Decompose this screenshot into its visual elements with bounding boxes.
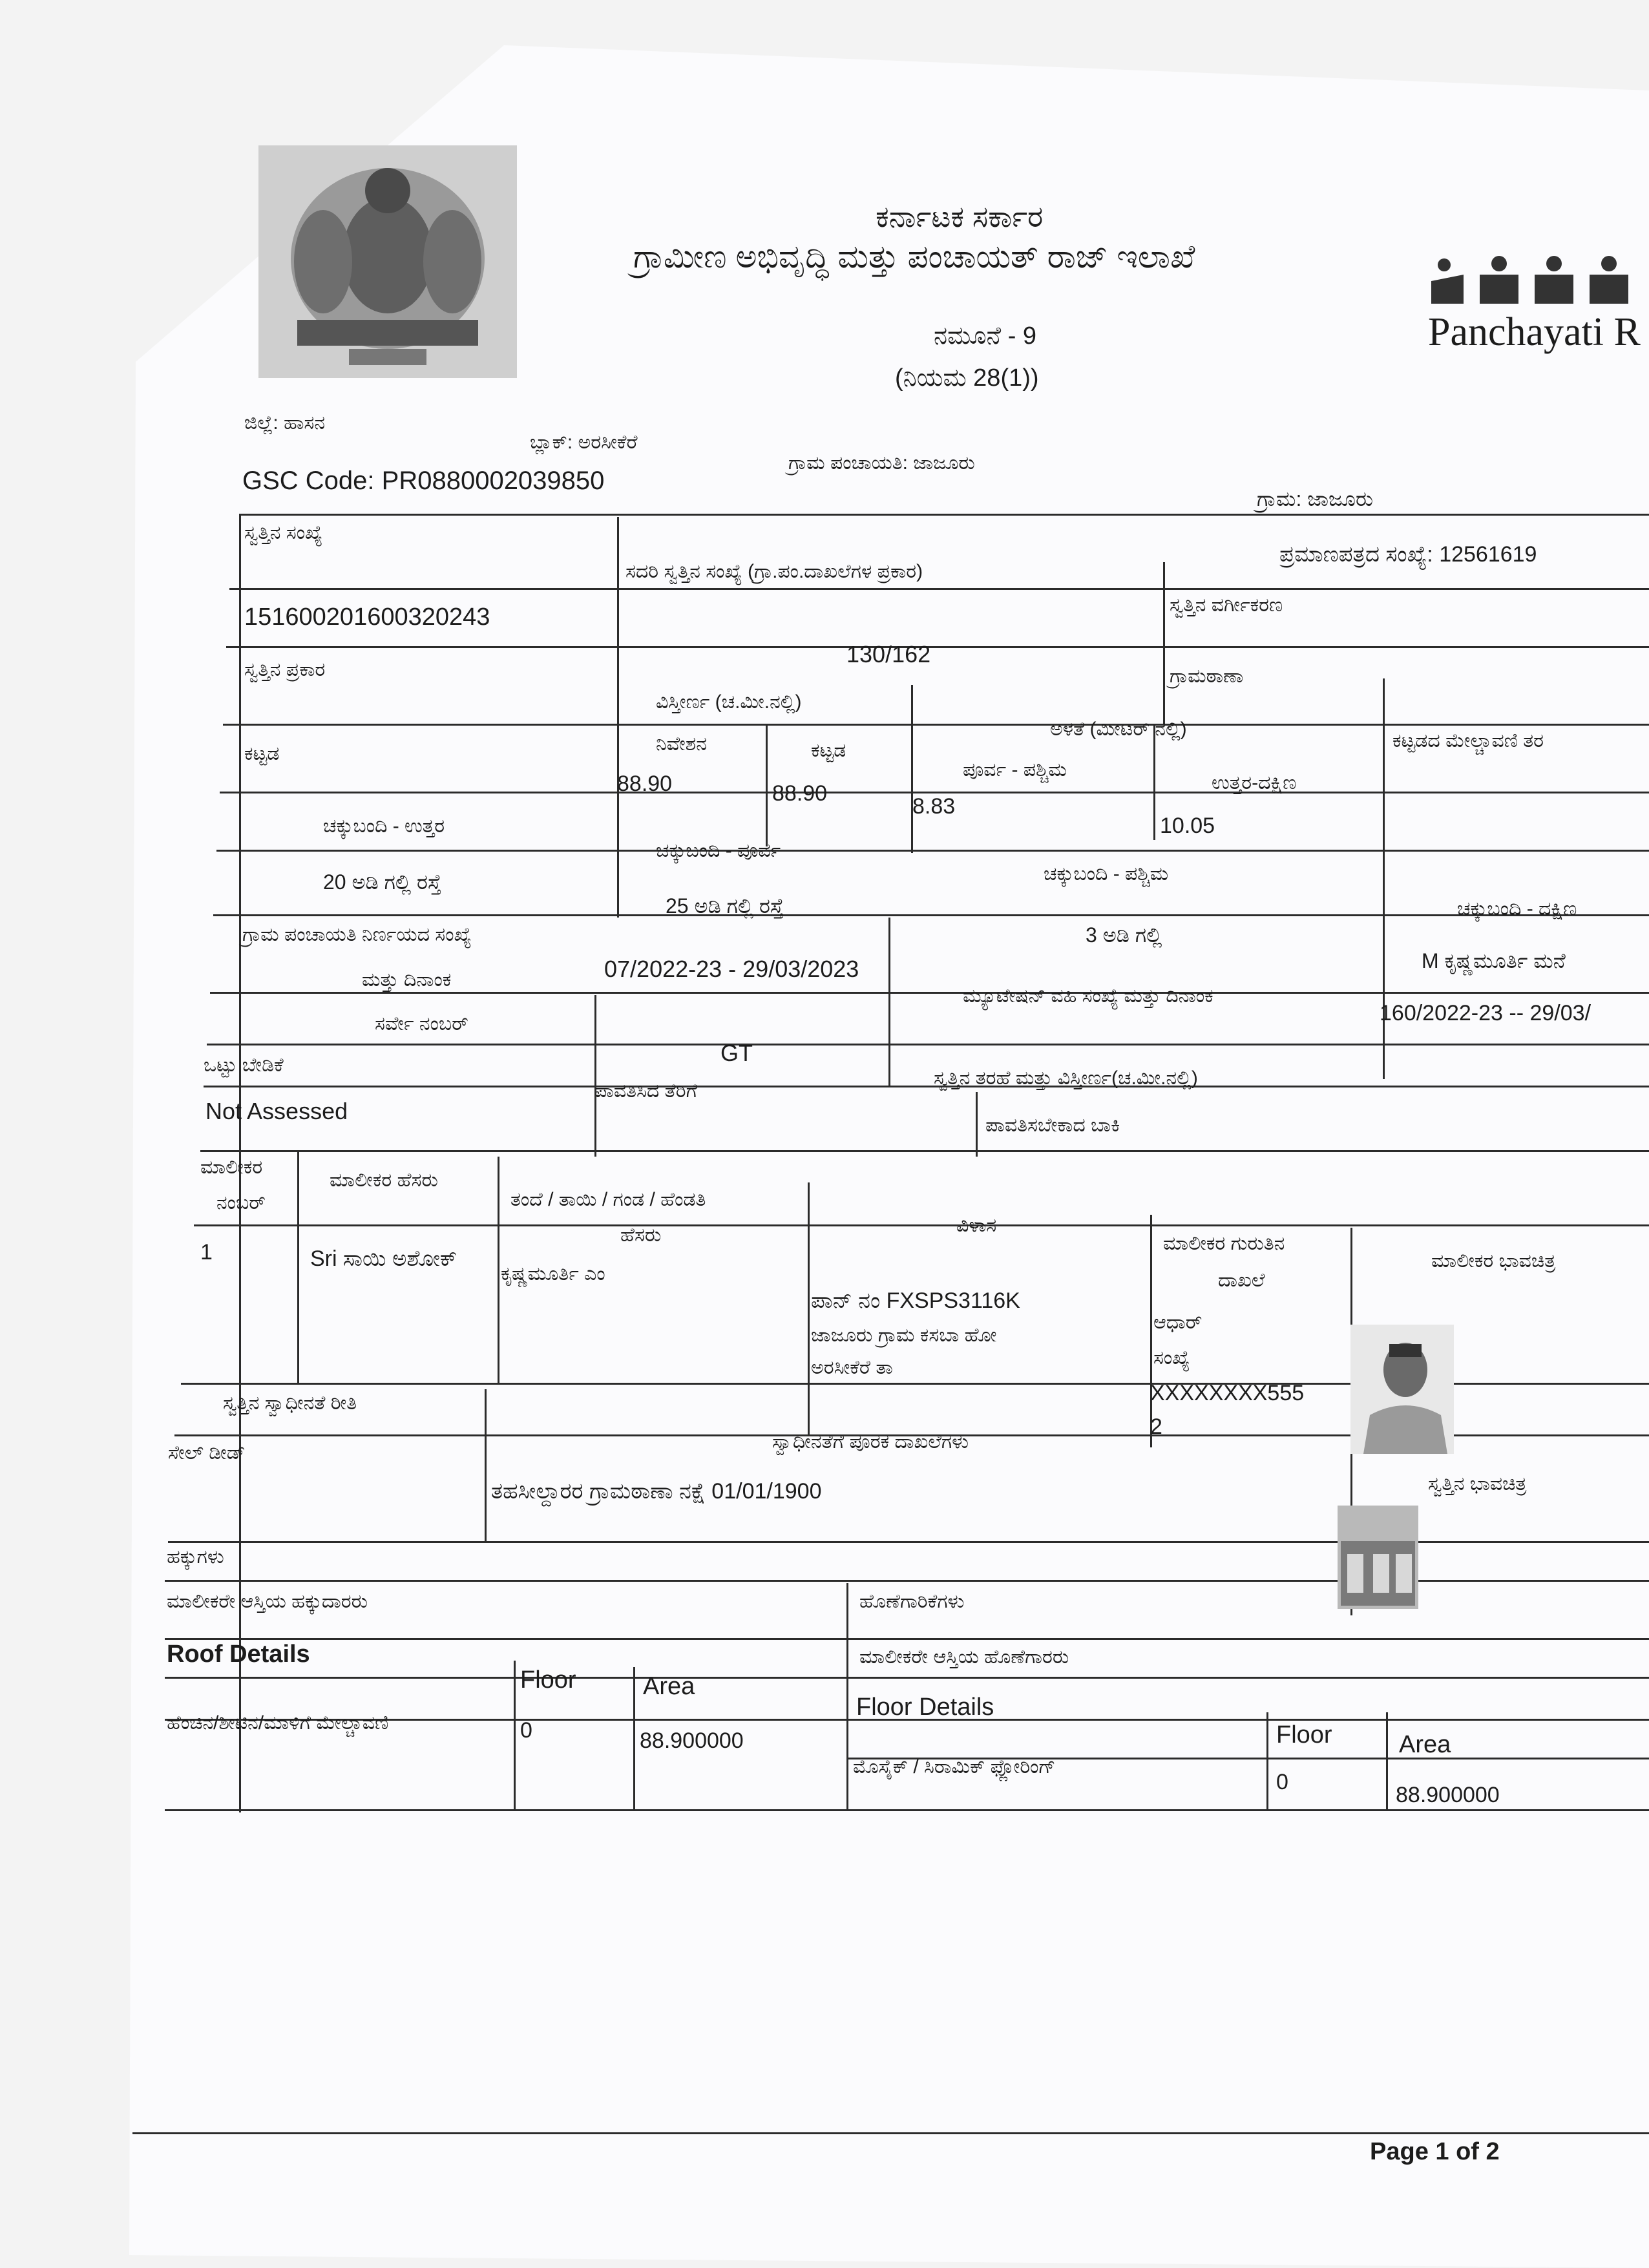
survey-label: ಸರ್ವೇ ನಂಬರ್ [375,1013,468,1034]
owner-no-header-1: ಮಾಲೀಕರ [200,1157,263,1178]
total-demand-value: Not Assessed [205,1098,348,1124]
building-label: ಕಟ್ಟಡ [811,740,846,761]
gram-panchayat: ಗ್ರಾಮ ಪಂಚಾಯತಿ: ಜಾಜೂರು [788,452,975,474]
id-header-1: ಮಾಲೀಕರ ಗುರುತಿನ [1163,1233,1285,1254]
id-header-2: ದಾಖಲೆ [1218,1270,1265,1291]
rule-line [229,588,1649,590]
rule-number: (ನಿಯಮ 28(1)) [895,364,1039,392]
east-west: 8.83 [912,794,956,819]
survey-value: GT [720,1040,753,1066]
east-label: ಚಕ್ಕುಬಂದಿ - ಪೂರ್ವ [656,840,781,861]
rule-line [297,1150,299,1383]
roof-type-label: ಕಟ್ಟಡದ ಮೇಲ್ಚಾವಣಿ ತರ [1392,730,1544,751]
form-number: ನಮೂನೆ - 9 [934,322,1037,350]
rule-line [207,1044,1649,1045]
parent-header-1: ತಂದೆ / ತಾಯಿ / ಗಂಡ / ಹೆಂಡತಿ [510,1189,706,1210]
rule-line [911,685,913,853]
rule-line [168,1541,1649,1543]
north-south: 10.05 [1160,814,1215,838]
rule-line [808,1182,810,1434]
south-value: M ಕೃಷ್ಣಮೂರ್ತಿ ಮನೆ [1422,949,1566,972]
rule-line [204,1086,1649,1087]
owner-photo [1350,1325,1454,1454]
owner-rights: ಮಾಲೀಕರೇ ಆಸ್ತಿಯ ಹಕ್ಕುದಾರರು [167,1591,368,1612]
floor-area-header: Area [1399,1731,1451,1758]
rule-line [210,992,1649,994]
rule-line [888,918,890,1086]
rights-label: ಹಕ್ಕುಗಳು [167,1546,224,1568]
owner-no-header-2: ನಂಬರ್ [216,1192,266,1213]
address-line-1: ಪಾನ್ ನಂ FXSPS3116K [811,1288,1020,1313]
rule-line [617,517,619,918]
rule-line [1163,562,1165,724]
dept-title: ಗ್ರಾಮೀಣ ಅಭಿವೃದ್ಧಿ ಮತ್ತು ಪಂಚಾಯತ್ ರಾಜ್ ಇಲಾಖೆ [633,238,1195,275]
karnataka-emblem [258,145,517,378]
extent-label: ವಿಸ್ತೀರ್ಣ (ಚ.ಮೀ.ನಲ್ಲಿ) [656,691,802,713]
mutation-label: ಮ್ಯೂಟೇಷನ್ ವಹಿ ಸಂಖ್ಯೆ ಮತ್ತು ದಿನಾಂಕ [963,985,1213,1007]
property-photo-label: ಸ್ವತ್ತಿನ ಭಾವಚಿತ್ರ [1428,1473,1527,1495]
north-south-label: ಉತ್ತರ-ದಕ್ಷಿಣ [1212,772,1297,793]
dimension-label: ಅಳತೆ (ಮೀಟರ್ ನಲ್ಲಿ) [1050,719,1187,740]
page-number: Page 1 of 2 [1370,2138,1500,2165]
rule-line [594,995,596,1157]
roof-area: 88.900000 [640,1728,744,1753]
parent-name: ಕೃಷ್ಣಮೂರ್ತಿ ಎಂ [501,1263,605,1285]
class-value: ಗ್ರಾಮಠಾಣಾ [1170,666,1244,687]
gp-no: 130/162 [846,641,931,667]
rule-line [165,1677,1649,1679]
resolution-value: 07/2022-23 - 29/03/2023 [604,956,859,982]
roof-area-header: Area [643,1673,695,1700]
liabilities-label: ಹೊಣೆಗಾರಿಕೆಗಳು [859,1591,965,1612]
rule-line [633,1667,635,1809]
rule-line [213,914,1649,916]
roof-type: ಹೆಂಚಿನ/ಶೀಟಿನ/ಮಾಳಿಗೆ ಮೇಲ್ಚಾವಣಿ [167,1712,389,1734]
floor-details-title: Floor Details [856,1694,994,1721]
roof-floor-header: Floor [520,1666,576,1694]
village: ಗ್ರಾಮ: ಜಾಜೂರು [1257,487,1374,510]
east-west-label: ಪೂರ್ವ - ಪಶ್ಚಿಮ [963,759,1067,781]
rule-line [485,1389,487,1541]
owner-no: 1 [200,1240,213,1265]
certificate-no: ಪ್ರಮಾಣಪತ್ರದ ಸಂಖ್ಯೆ: 12561619 [1279,542,1537,567]
rule-line [132,2132,1649,2134]
building-area: 88.90 [772,781,828,806]
rule-line [165,1580,1649,1582]
rule-line [194,1224,1649,1226]
rule-line [1150,1215,1152,1447]
panchayati-raj-logo [1425,252,1649,354]
class-label: ಸ್ವತ್ತಿನ ವರ್ಗೀಕರಣ [1170,594,1283,616]
paid-label: ಪಾವತಿಸಿದ ತೆರಿಗೆ [594,1080,697,1102]
balance-label: ಪಾವತಿಸಬೇಕಾದ ಬಾಕಿ [985,1115,1120,1136]
gsc-code: GSC Code: PR0880002039850 [242,467,605,495]
owner-name: Sri ಸಾಯಿ ಅಶೋಕ್ [310,1246,457,1271]
rule-line [514,1661,516,1809]
site-label: ನಿವೇಶನ [656,733,707,755]
gp-no-label: ಸದರಿ ಸ್ವತ್ತಿನ ಸಂಖ್ಯೆ (ಗ್ರಾ.ಪಂ.ದಾಖಲೆಗಳ ಪ್ರಕಾರ) [625,561,923,582]
rule-line [226,646,1649,648]
rule-line [498,1157,499,1383]
property-photo [1338,1506,1418,1609]
address-line-3: ಅರಸೀಕೆರೆ ತಾ [811,1357,893,1378]
roof-details-title: Roof Details [167,1641,310,1668]
acquisition-docs-label: ಸ್ವಾಧೀನತೆಗೆ ಪೂರಕ ದಾಖಲೆಗಳು [772,1431,969,1453]
property-no-label: ಸ್ವತ್ತಿನ ಸಂಖ್ಯೆ [244,522,323,543]
id-line-4: 2 [1150,1414,1162,1439]
rule-line [220,792,1649,793]
roof-floor: 0 [520,1718,532,1743]
rule-line [223,724,1649,726]
north-label: ಚಕ್ಕುಬಂದಿ - ಉತ್ತರ [323,815,445,837]
type-label: ಸ್ವತ್ತಿನ ಪ್ರಕಾರ [244,659,326,680]
govt-title: ಕರ್ನಾಟಕ ಸರ್ಕಾರ [876,200,1044,233]
acquisition-docs-value: ತಹಸೀಲ್ದಾರರ ಗ್ರಾಮಠಾಣಾ ನಕ್ಷೆ 01/01/1900 [491,1479,822,1504]
district: ಜಿಲ್ಲೆ: ಹಾಸನ [244,412,326,434]
rule-line [766,724,768,846]
floor-floor-header: Floor [1276,1721,1332,1748]
id-line-1: ಆಧಾರ್ [1153,1312,1203,1333]
rule-line [216,850,1649,852]
acquisition-mode-label: ಸ್ವತ್ತಿನ ಸ್ವಾಧೀನತೆ ರೀತಿ [223,1392,357,1414]
type-value: ಕಟ್ಟಡ [244,743,280,764]
address-header: ವಿಳಾಸ [956,1215,997,1236]
rule-line [165,1638,1649,1640]
rule-line [846,1583,848,1809]
west-value: 3 ಅಡಿ ಗಲ್ಲಿ [1086,923,1162,947]
west-label: ಚಕ್ಕುಬಂದಿ - ಪಶ್ಚಿಮ [1044,863,1169,885]
east-value: 25 ಅಡಿ ಗಲ್ಲಿ ರಸ್ತೆ [666,894,784,918]
property-type-extent-label: ಸ್ವತ್ತಿನ ತರಹೆ ಮತ್ತು ವಿಸ್ತೀರ್ಣ(ಚ.ಮೀ.ನಲ್ಲಿ) [934,1067,1198,1089]
north-value: 20 ಅಡಿ ಗಲ್ಲಿ ರಸ್ತೆ [323,870,441,894]
rule-line [1153,724,1155,840]
id-line-3: XXXXXXXX555 [1150,1381,1305,1405]
resolution-label-2: ಮತ್ತು ದಿನಾಂಕ [362,969,452,991]
address-line-2: ಜಾಜೂರು ಗ್ರಾಮ ಕಸಬಾ ಹೋ [811,1325,997,1346]
rule-line [976,1092,978,1157]
site-area: 88.90 [617,772,673,796]
rule-line [200,1150,1649,1152]
floor-type: ಮೊಸೈಕ್ / ಸಿರಾಮಿಕ್ ಫ್ಲೋರಿಂಗ್ [853,1756,1056,1778]
rule-line [239,514,1649,516]
acquisition-mode-value: ಸೇಲ್ ಡೀಡ್ [168,1442,246,1464]
south-label: ಚಕ್ಕುಬಂದಿ - ದಕ್ಷಿಣ [1457,898,1577,919]
logo-text: Panchayati R [1428,310,1641,354]
resolution-label-1: ಗ್ರಾಮ ಪಂಚಾಯತಿ ನಿರ್ಣಯದ ಸಂಖ್ಯೆ [242,924,472,945]
rule-line [165,1809,1649,1811]
mutation-value: 160/2022-23 -- 29/03/ [1380,1001,1591,1025]
liabilities-value: ಮಾಲೀಕರೇ ಆಸ್ತಿಯ ಹೊಣೆಗಾರರು [859,1646,1069,1668]
total-demand-label: ಒಟ್ಟು ಬೇಡಿಕೆ [204,1055,284,1076]
owner-photo-header: ಮಾಲೀಕರ ಭಾವಚಿತ್ರ [1431,1250,1556,1272]
id-line-2: ಸಂಖ್ಯೆ [1153,1347,1190,1369]
people-logo-icon [1425,252,1649,304]
property-no: 151600201600320243 [244,604,490,631]
floor-floor: 0 [1276,1770,1288,1794]
block: ಬ್ಲಾಕ್: ಅರಸೀಕೆರೆ [530,432,638,453]
rule-line [1386,1712,1388,1809]
owner-name-header: ಮಾಲೀಕರ ಹೆಸರು [330,1170,438,1191]
floor-area: 88.900000 [1396,1783,1500,1807]
parent-header-2: ಹೆಸರು [620,1224,662,1246]
rule-line [1266,1712,1268,1809]
